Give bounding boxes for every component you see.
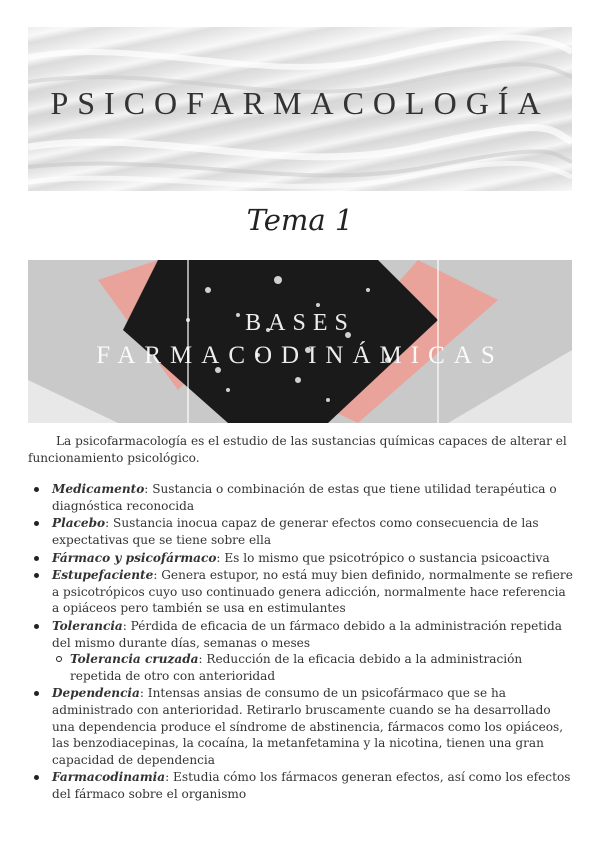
banner-title-line1: BASES [245,310,355,336]
definition-term: Dependencia [52,686,140,701]
definition-text: : Genera estupor, no está muy bien definido, normalmente se refiere a psicotrópicos cuyo uso continuado genera adicción, normalmente hace referencia a opiáceos pero también se usa en estimulantes [52,568,573,616]
definition-text: : Sustancia o combinación de estas que tiene utilidad terapéutica o diagnóstica reconocida [52,482,557,513]
definition-item [28,769,576,802]
definition-text: : Reducción de la eficacia debido a la administración repetida de otro con anterioridad [70,652,523,683]
definition-term: Fármaco y psicofármaco [52,550,217,565]
document-title: PSICOFARMACOLOGÍA [50,85,550,121]
section-banner [28,260,572,423]
definition-item [28,481,576,514]
sub-definition-list [52,651,576,684]
definition-item [28,618,576,684]
definition-term: Medicamento [52,482,145,497]
definition-text: : Pérdida de eficacia de un fármaco debido a la administración repetida del mismo durante días, semanas o meses [52,618,562,650]
definition-text: : Estudia cómo los fármacos generan efectos, así como los efectos del fármaco sobre el organismo [52,770,571,801]
definition-term: Farmacodinamia [52,770,166,785]
definition-text: : Intensas ansias de consumo de un psicofármaco que se ha administrado con anterioridad. Retirarlo bruscamente cuando se ha desarrollado una dependencia produce el síndrome de abstinencia, fármacos como los opiáceos, las benzodiacepinas, la cocaína, la metanfetamina y la nicotina, tienen una gran capacidad de dependencia [52,686,564,767]
definition-item [28,550,576,567]
sub-definition-item [52,651,576,684]
definition-text: : Es lo mismo que psicotrópico o sustancia psicoactiva [216,550,550,565]
definition-text: : Sustancia inocua capaz de generar efectos como consecuencia de las expectativas que se tiene sobre ella [52,516,539,547]
definition-term: Tolerancia [52,618,123,633]
definition-item [28,685,576,768]
document-body [28,433,576,803]
definition-term: Placebo [52,516,106,531]
definition-item [28,515,576,548]
banner-title-line2: FARMACODINÁMICAS [96,342,504,369]
definition-term: Tolerancia cruzada [70,652,199,667]
definition-term: Estupefaciente [52,568,154,583]
header-banner [28,27,572,191]
definition-item [28,567,576,617]
intro-paragraph: La psicofarmacología es el estudio de las sustancias químicas capaces de alterar el funcionamiento psicológico. [28,434,567,465]
definition-list [28,481,576,802]
topic-heading: Tema 1 [246,203,354,237]
